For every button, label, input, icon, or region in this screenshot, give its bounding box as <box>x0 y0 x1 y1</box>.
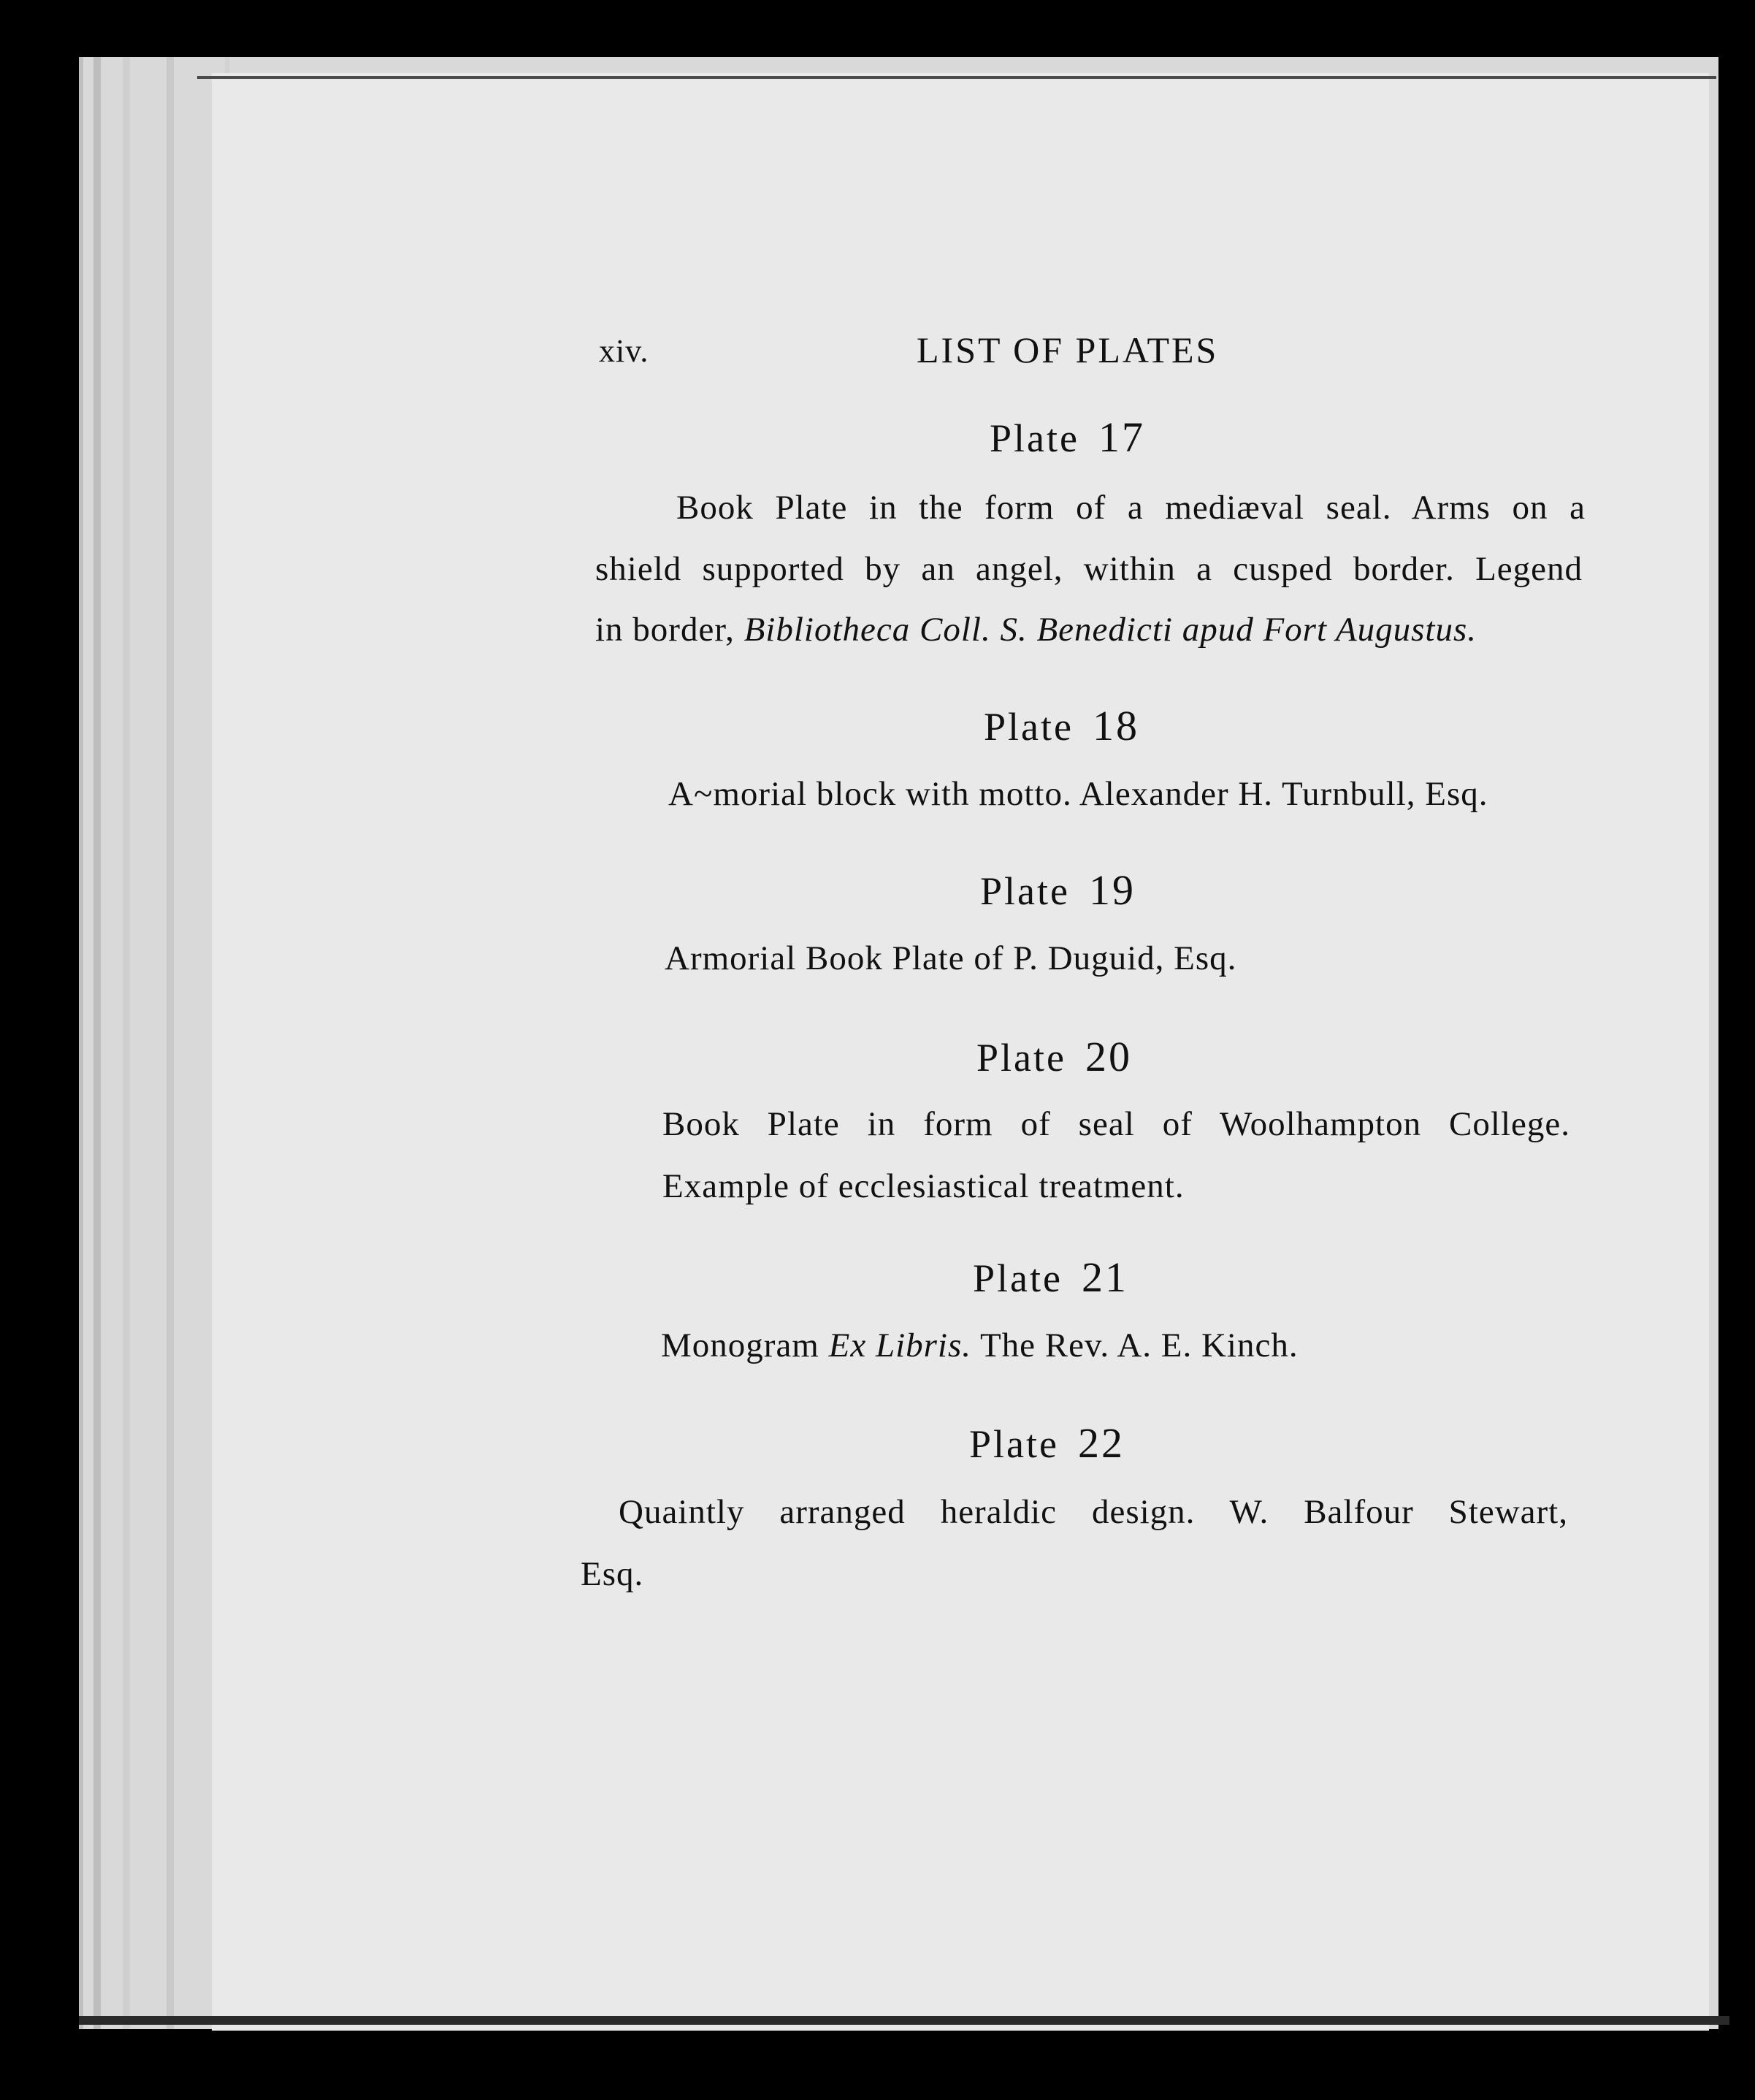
plate-description-line: shield supported by an angel, within a cusped border. Legend <box>595 550 1583 588</box>
plate-heading-word: Plate <box>984 705 1074 749</box>
page-top-edge <box>197 76 1716 79</box>
plate-description-line: Monogram Ex Libris. The Rev. A. E. Kinch. <box>661 1326 1299 1364</box>
plate-heading-word: Plate <box>976 1036 1066 1080</box>
plate-heading <box>980 866 1136 915</box>
plate-heading <box>973 1253 1128 1302</box>
plate-legend-italic: Bibliotheca Coll. S. Benedicti apud Fort Augustus. <box>743 611 1477 649</box>
plate-description-line: Esq. <box>581 1555 644 1593</box>
plate-description-line: Book Plate in form of seal of Woolhampton College. <box>662 1105 1570 1143</box>
plate-description-line: in border, Bibliotheca Coll. S. Benedicti apud Fort Augustus. <box>595 611 1477 649</box>
plate-heading-word: Plate <box>969 1422 1059 1466</box>
plate-number: 19 <box>1088 866 1136 914</box>
plate-number: 21 <box>1081 1253 1128 1301</box>
plate-description-line: Quaintly arranged heraldic design. W. Balfour Stewart, <box>619 1493 1568 1531</box>
page-edge <box>93 57 101 2029</box>
plate-heading-word: Plate <box>990 416 1079 460</box>
plate-heading-word: Plate <box>980 869 1070 913</box>
page-bottom-edge <box>79 2016 1729 2025</box>
plate-number: 20 <box>1085 1033 1132 1080</box>
plate-description-line: Armorial Book Plate of P. Duguid, Esq. <box>665 939 1237 977</box>
plate-heading <box>984 701 1139 750</box>
plate-number: 18 <box>1092 702 1139 749</box>
page-edge <box>123 57 130 2029</box>
ex-libris-italic: Ex Libris. <box>828 1326 972 1364</box>
plate-description-line: Example of ecclesiastical treatment. <box>662 1167 1185 1205</box>
page-edge <box>167 57 174 2029</box>
plate-description-line: A~morial block with motto. Alexander H. Turnbull, Esq. <box>668 775 1488 813</box>
folio-number: xiv. <box>599 333 649 369</box>
plate-number: 22 <box>1077 1419 1125 1467</box>
plate-description-line: Book Plate in the form of a mediæval seal. Arms on a <box>676 489 1586 527</box>
running-head: LIST OF PLATES <box>917 329 1219 370</box>
plate-heading <box>990 413 1145 462</box>
plate-heading <box>969 1419 1125 1467</box>
plate-heading-word: Plate <box>973 1256 1063 1300</box>
plate-heading <box>976 1032 1132 1081</box>
plate-number: 17 <box>1098 413 1145 461</box>
